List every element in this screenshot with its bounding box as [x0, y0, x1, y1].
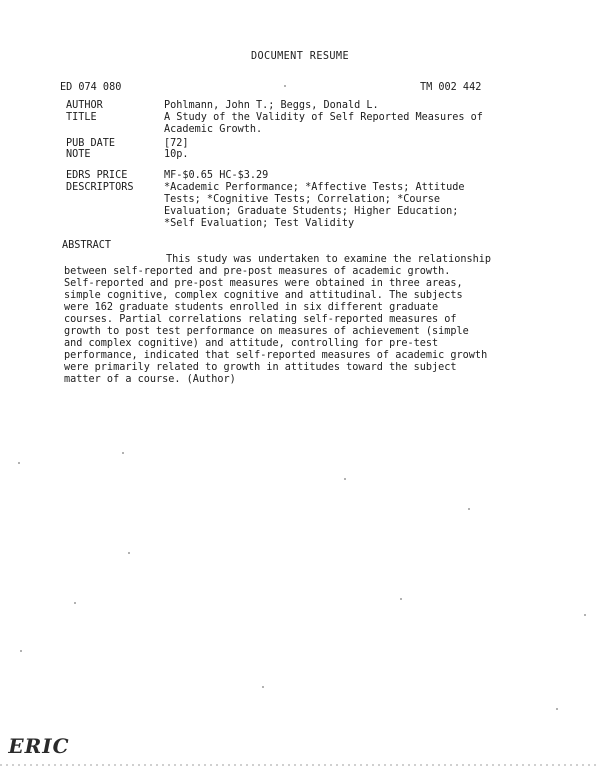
footer-scan-noise	[0, 764, 600, 766]
eric-logo	[2, 727, 76, 765]
scan-speck	[556, 708, 558, 710]
note-value: 10p.	[164, 149, 189, 160]
abstract-line: courses. Partial correlations relating self-reported measures of	[64, 314, 457, 325]
note-label: NOTE	[66, 149, 91, 160]
abstract-line: This study was undertaken to examine the relationship	[166, 254, 492, 265]
scan-speck	[18, 462, 20, 464]
abstract-label: ABSTRACT	[62, 240, 112, 251]
descriptors-line-1: *Academic Performance; *Affective Tests; Attitude	[164, 182, 465, 193]
title-value-line-1: A Study of the Validity of Self Reported Measures of	[164, 112, 483, 123]
scan-speck	[128, 552, 130, 554]
descriptors-line-2: Tests; *Cognitive Tests; Correlation; *Course	[164, 194, 441, 205]
scan-speck	[262, 686, 264, 688]
title-value-line-2: Academic Growth.	[164, 124, 263, 135]
abstract-line: performance, indicated that self-reported measures of academic growth	[64, 350, 488, 361]
scan-speck	[584, 614, 586, 616]
abstract-line: between self-reported and pre-post measures of academic growth.	[64, 266, 451, 277]
tm-number: TM 002 442	[420, 82, 482, 93]
eric-logo-text: ERIC	[8, 734, 70, 758]
author-value: Pohlmann, John T.; Beggs, Donald L.	[164, 100, 379, 111]
pub-date-label: PUB DATE	[66, 138, 116, 149]
scan-speck	[468, 508, 470, 510]
title-label: TITLE	[66, 112, 97, 123]
scan-speck	[284, 85, 286, 87]
descriptors-label: DESCRIPTORS	[66, 182, 134, 193]
scan-speck	[20, 650, 22, 652]
scan-speck	[400, 598, 402, 600]
scan-speck	[344, 478, 346, 480]
descriptors-line-4: *Self Evaluation; Test Validity	[164, 218, 355, 229]
edrs-price-value: MF-$0.65 HC-$3.29	[164, 170, 269, 181]
abstract-line: were 162 graduate students enrolled in six different graduate	[64, 302, 439, 313]
pub-date-value: [72]	[164, 138, 189, 149]
abstract-line: growth to post test performance on measures of achievement (simple	[64, 326, 469, 337]
scan-speck	[74, 602, 76, 604]
abstract-line: Self-reported and pre-post measures were obtained in three areas,	[64, 278, 463, 289]
descriptors-line-3: Evaluation; Graduate Students; Higher Education;	[164, 206, 459, 217]
scan-speck	[122, 452, 124, 454]
abstract-line: were primarily related to growth in attitudes toward the subject	[64, 362, 457, 373]
author-label: AUTHOR	[66, 100, 103, 111]
document-title: DOCUMENT RESUME	[250, 51, 349, 62]
abstract-line: simple cognitive, complex cognitive and attitudinal. The subjects	[64, 290, 463, 301]
abstract-line: matter of a course. (Author)	[64, 374, 236, 385]
abstract-body	[64, 254, 542, 386]
abstract-line: and complex cognitive) and attitude, controlling for pre-test	[64, 338, 439, 349]
document-id: ED 074 080	[60, 82, 122, 93]
edrs-price-label: EDRS PRICE	[66, 170, 128, 181]
